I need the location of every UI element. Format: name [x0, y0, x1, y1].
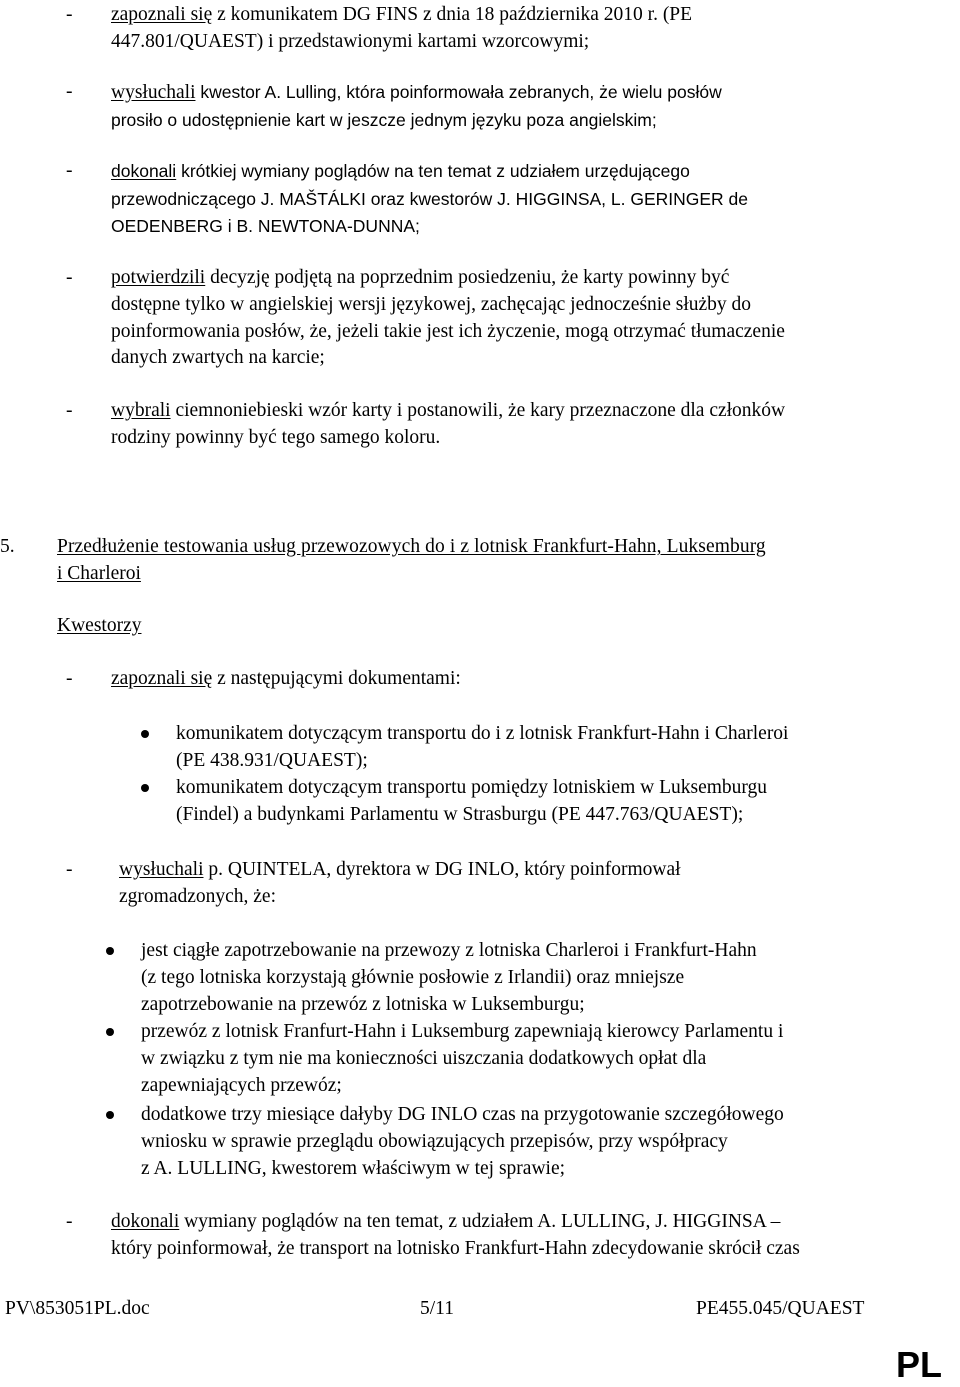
text-rest: decyzję podjętą na poprzednim posiedzeniu, że karty powinny być: [205, 267, 730, 288]
lead-verb: dokonali: [111, 161, 177, 181]
bullet-line: zapewniających przewóz;: [141, 1075, 342, 1096]
text-line: który poinformował, że transport na lotnisko Frankfurt-Hahn zdecydowanie skrócił czas: [111, 1238, 800, 1259]
lead-verb: dokonali: [111, 1211, 180, 1232]
footer-filename: PV\853051PL.doc: [5, 1298, 150, 1319]
bullet-icon: [106, 1028, 114, 1036]
bullet-line: jest ciągłe zapotrzebowanie na przewozy z lotniska Charleroi i Frankfurt-Hahn: [141, 940, 757, 961]
lead-verb: wysłuchali: [119, 859, 204, 880]
lead-verb: zapoznali się: [111, 4, 213, 25]
bullet-line: (PE 438.931/QUAEST);: [176, 750, 368, 771]
section-title-line: Przedłużenie testowania usług przewozowych do i z lotnisk Frankfurt-Hahn, Luksemburg: [57, 536, 766, 557]
text-line: dostępne tylko w angielskiej wersji językowej, zachęcając jednocześnie służby do: [111, 294, 752, 315]
dash: -: [66, 160, 73, 181]
dash: -: [66, 267, 73, 288]
bullet-line: komunikatem dotyczącym transportu pomiędzy lotniskiem w Luksemburgu: [176, 777, 768, 798]
lead-verb: wysłuchali: [111, 82, 196, 103]
footer-reference: PE455.045/QUAEST: [696, 1298, 865, 1319]
bullet-line: (z tego lotniska korzystają głównie posłowie z Irlandii) oraz mniejsze: [141, 967, 685, 988]
bullet-line: komunikatem dotyczącym transportu do i z lotnisk Frankfurt-Hahn i Charleroi: [176, 723, 789, 744]
dash: -: [66, 1211, 73, 1232]
text-line: [111, 1210, 780, 1234]
text-line: zgromadzonych, że:: [119, 886, 277, 907]
section-number: 5.: [0, 536, 15, 557]
text-line: [111, 266, 729, 290]
bullet-line: z A. LULLING, kwestorem właściwym w tej sprawie;: [141, 1158, 566, 1179]
bullet-line: w związku z tym nie ma konieczności uiszczania dodatkowych opłat dla: [141, 1048, 707, 1069]
bullet-line: (Findel) a budynkami Parlamentu w Strasburgu (PE 447.763/QUAEST);: [176, 804, 744, 825]
lead-verb: zapoznali się: [111, 668, 213, 689]
text-line: [111, 3, 692, 27]
text-line: rodziny powinny być tego samego koloru.: [111, 427, 441, 448]
bullet-icon: [141, 784, 149, 792]
text-line: 447.801/QUAEST) i przedstawionymi kartami wzorcowymi;: [111, 31, 590, 52]
text-line: [111, 667, 461, 691]
text-line: [111, 399, 785, 423]
language-code: PL: [895, 1344, 942, 1385]
text-rest: p. QUINTELA, dyrektora w DG INLO, który poinformował: [203, 859, 681, 880]
text-line: [119, 858, 681, 882]
footer-page-number: 5/11: [420, 1298, 454, 1319]
text-line: OEDENBERG i B. NEWTONA-DUNNA;: [111, 216, 420, 236]
text-line: poinformowania posłów, że, jeżeli takie jest ich życzenie, mogą otrzymać tłumaczenie: [111, 321, 785, 342]
text-line: danych zwartych na karcie;: [111, 347, 325, 368]
dash: -: [66, 81, 73, 102]
dash: -: [66, 400, 73, 421]
dash: -: [66, 4, 73, 25]
bullet-icon: [106, 1111, 114, 1119]
text-rest: ciemnoniebieski wzór karty i postanowili, że kary przeznaczone dla członków: [170, 400, 786, 421]
lead-verb: wybrali: [111, 400, 171, 421]
bullet-icon: [141, 730, 149, 738]
section-title-line: i Charleroi: [57, 563, 141, 584]
text-rest: kwestor A. Lulling, która poinformowała zebranych, że wielu posłów: [195, 82, 722, 102]
text-line: przewodniczącego J. MAŠTÁLKI oraz kwestorów J. HIGGINSA, L. GERINGER de: [111, 189, 749, 209]
bullet-line: zapotrzebowanie na przewóz z lotniska w Luksemburgu;: [141, 994, 585, 1015]
text-rest: z następującymi dokumentami:: [212, 668, 461, 689]
dash: -: [66, 859, 73, 880]
text-line: [111, 80, 722, 105]
lead-verb: potwierdzili: [111, 267, 206, 288]
bullet-line: wniosku w sprawie przeglądu obowiązujących przepisów, przy współpracy: [141, 1131, 728, 1152]
text-line: prosiło o udostępnienie kart w jeszcze jednym języku poza angielskim;: [111, 110, 657, 130]
text-rest: wymiany poglądów na ten temat, z udziałem A. LULLING, J. HIGGINSA –: [179, 1211, 781, 1232]
dash: -: [66, 668, 73, 689]
bullet-line: dodatkowe trzy miesiące dałyby DG INLO czas na przygotowanie szczegółowego: [141, 1104, 784, 1125]
bullet-icon: [106, 947, 114, 955]
subheading-kwestorzy: Kwestorzy: [57, 615, 142, 636]
text-line: [111, 159, 690, 183]
bullet-line: przewóz z lotnisk Franfurt-Hahn i Luksemburg zapewniają kierowcy Parlamentu i: [141, 1021, 784, 1042]
text-rest: z komunikatem DG FINS z dnia 18 października 2010 r. (PE: [212, 4, 693, 25]
text-rest: krótkiej wymiany poglądów na ten temat z udziałem urzędującego: [176, 161, 690, 181]
